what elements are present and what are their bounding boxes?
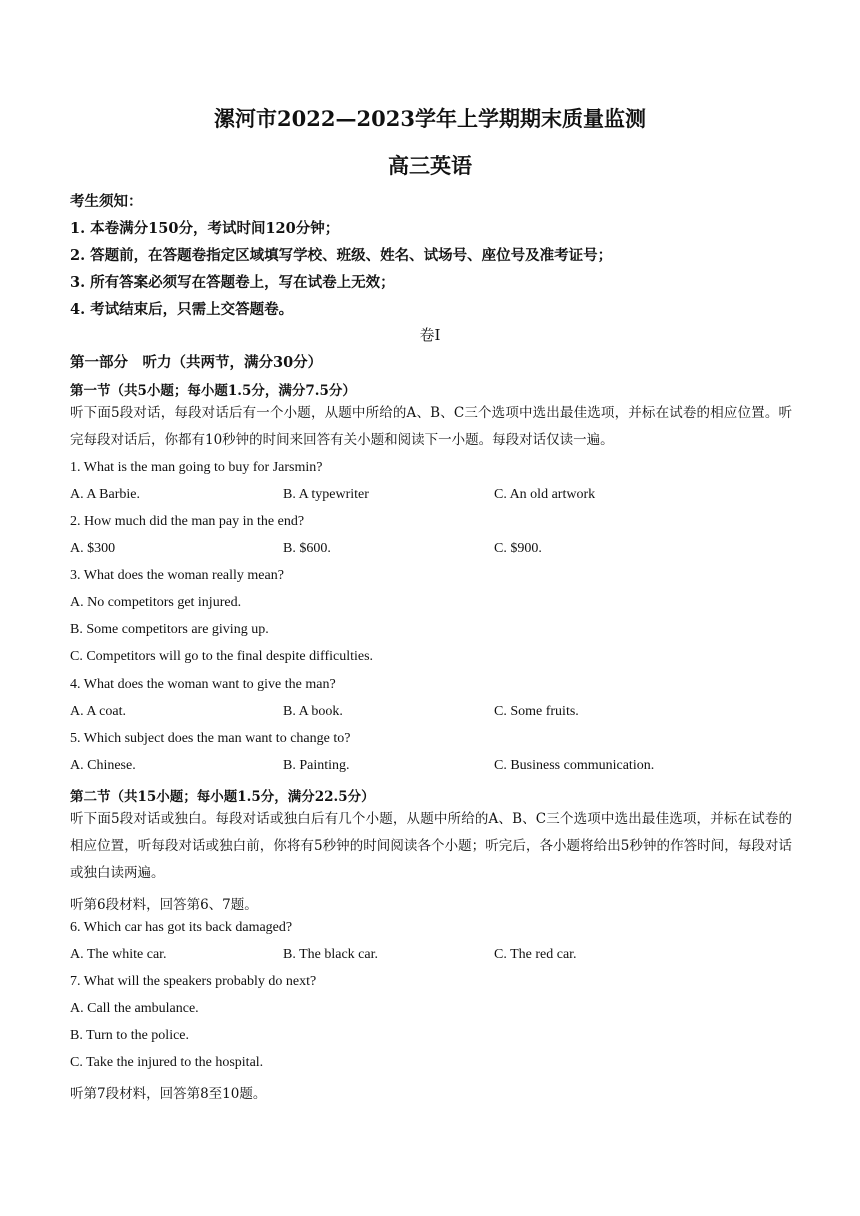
q7-option-b: B. Turn to the police.	[70, 1028, 190, 1043]
question-1: 1. What is the man going to buy for Jarsmin?	[70, 460, 323, 475]
question-7: 7. What will the speakers probably do next?	[70, 974, 317, 989]
question-6: 6. Which car has got its back damaged?	[70, 920, 293, 935]
question-3: 3. What does the woman really mean?	[70, 568, 284, 583]
notice-heading: 考生须知：	[70, 193, 143, 210]
exam-subject: 高三英语	[388, 153, 472, 178]
q3-option-a: A. No competitors get injured.	[70, 595, 242, 610]
section2-title: 第二节（共15小题；每小题1.5分，满分22.5分）	[70, 789, 375, 805]
question-2: 2. How much did the man pay in the end?	[70, 514, 305, 529]
q1-option-c: C. An old artwork	[494, 487, 596, 502]
q3-option-b: B. Some competitors are giving up.	[70, 622, 269, 637]
notice-item: 2. 答题前，在答题卷指定区域填写学校、班级、姓名、试场号、座位号及准考证号；	[70, 247, 613, 264]
question-4: 4. What does the woman want to give the man?	[70, 677, 336, 692]
notice-item: 4. 考试结束后，只需上交答题卷。	[70, 301, 294, 318]
q6-option-a: A. The white car.	[70, 947, 167, 962]
section1-instructions: 听下面5段对话，每段对话后有一个小题，从题中所给的A、B、C三个选项中选出最佳选项，并标在试卷的相应位置。听完每段对话后，你都有10秒钟的时间来回答有关小题和阅读下一小题。每段对话仅读一遍。	[70, 405, 792, 448]
q5-option-b: B. Painting.	[283, 758, 350, 773]
q7-option-a: A. Call the ambulance.	[70, 1001, 199, 1016]
q5-option-a: A. Chinese.	[70, 758, 136, 773]
material7-note: 听第7段材料，回答第8至10题。	[70, 1086, 267, 1102]
q2-option-b: B. $600.	[283, 541, 331, 556]
notice-item: 3. 所有答案必须写在答题卷上，写在试卷上无效；	[70, 274, 395, 291]
volume-label: 卷Ⅰ	[419, 326, 441, 344]
section1-title: 第一节（共5小题；每小题1.5分，满分7.5分）	[70, 383, 356, 399]
exam-title: 漯河市2022—2023学年上学期期末质量监测	[214, 106, 646, 131]
q2-option-c: C. $900.	[494, 541, 542, 556]
material6-note: 听第6段材料，回答第6、7题。	[70, 897, 258, 913]
q2-option-a: A. $300	[70, 541, 116, 556]
q5-option-c: C. Business communication.	[494, 758, 655, 773]
q7-option-c: C. Take the injured to the hospital.	[70, 1055, 264, 1070]
section2-instructions: 听下面5段对话或独白。每段对话或独白后有几个小题，从题中所给的A、B、C三个选项中选出最佳选项，并标在试卷的相应位置，听每段对话或独白前，你将有5秒钟的时间阅读各个小题；听完后，各小题将给出5秒钟的作答时间，每段对话或独白读两遍。	[70, 811, 792, 881]
q6-option-c: C. The red car.	[494, 947, 577, 962]
q1-option-a: A. A Barbie.	[70, 487, 140, 502]
notice-item: 1. 本卷满分150分，考试时间120分钟；	[70, 220, 340, 237]
q1-option-b: B. A typewriter	[283, 487, 369, 502]
part1-title: 第一部分 听力（共两节，满分30分）	[70, 354, 323, 371]
question-5: 5. Which subject does the man want to change to?	[70, 731, 351, 746]
q4-option-b: B. A book.	[283, 704, 343, 719]
q6-option-b: B. The black car.	[283, 947, 378, 962]
q4-option-a: A. A coat.	[70, 704, 126, 719]
q3-option-c: C. Competitors will go to the final despite difficulties.	[70, 649, 374, 664]
q4-option-c: C. Some fruits.	[494, 704, 579, 719]
